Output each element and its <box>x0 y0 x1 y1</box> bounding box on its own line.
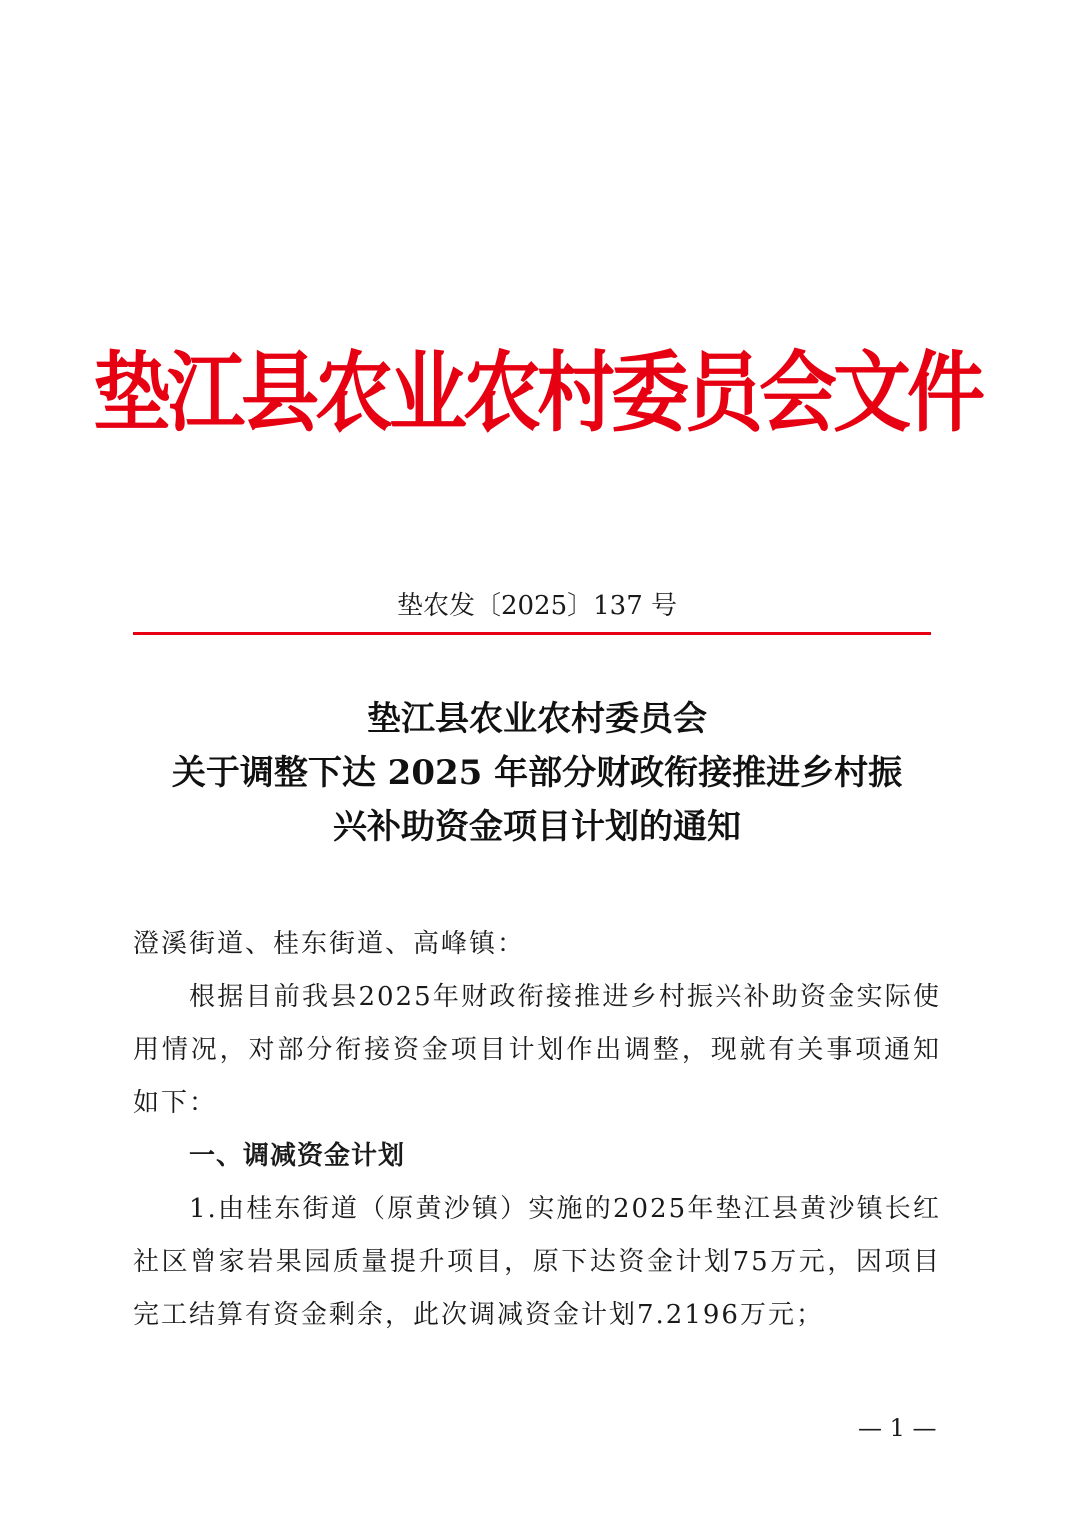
masthead-title: 垫江县农业农村委员会文件 <box>92 342 981 445</box>
document-body <box>133 918 941 1342</box>
section-heading: 一、调减资金计划 <box>189 1141 406 1171</box>
red-divider-line <box>133 632 931 635</box>
item-paragraph: 1.由桂东街道（原黄沙镇）实施的2025年垫江县黄沙镇长红社区曾家岩果园质量提升项目，原下达资金计划75万元，因项目完工结算有资金剩余，此次调减资金计划7.2196万元； <box>133 1194 941 1330</box>
notice-title-line-2: 关于调整下达 2025 年部分财政衔接推进乡村振 <box>171 753 903 793</box>
notice-title <box>120 692 954 854</box>
document-number: 垫农发〔2025〕137 号 <box>396 591 678 621</box>
notice-title-line-3: 兴补助资金项目计划的通知 <box>333 807 741 847</box>
salutation: 澄溪街道、桂东街道、高峰镇： <box>133 929 526 959</box>
intro-paragraph: 根据目前我县2025年财政衔接推进乡村振兴补助资金实际使用情况，对部分衔接资金项目计划作出调整，现就有关事项通知如下： <box>133 982 941 1118</box>
page-number: — 1 — <box>858 1414 937 1442</box>
notice-title-line-1: 垫江县农业农村委员会 <box>367 699 707 739</box>
